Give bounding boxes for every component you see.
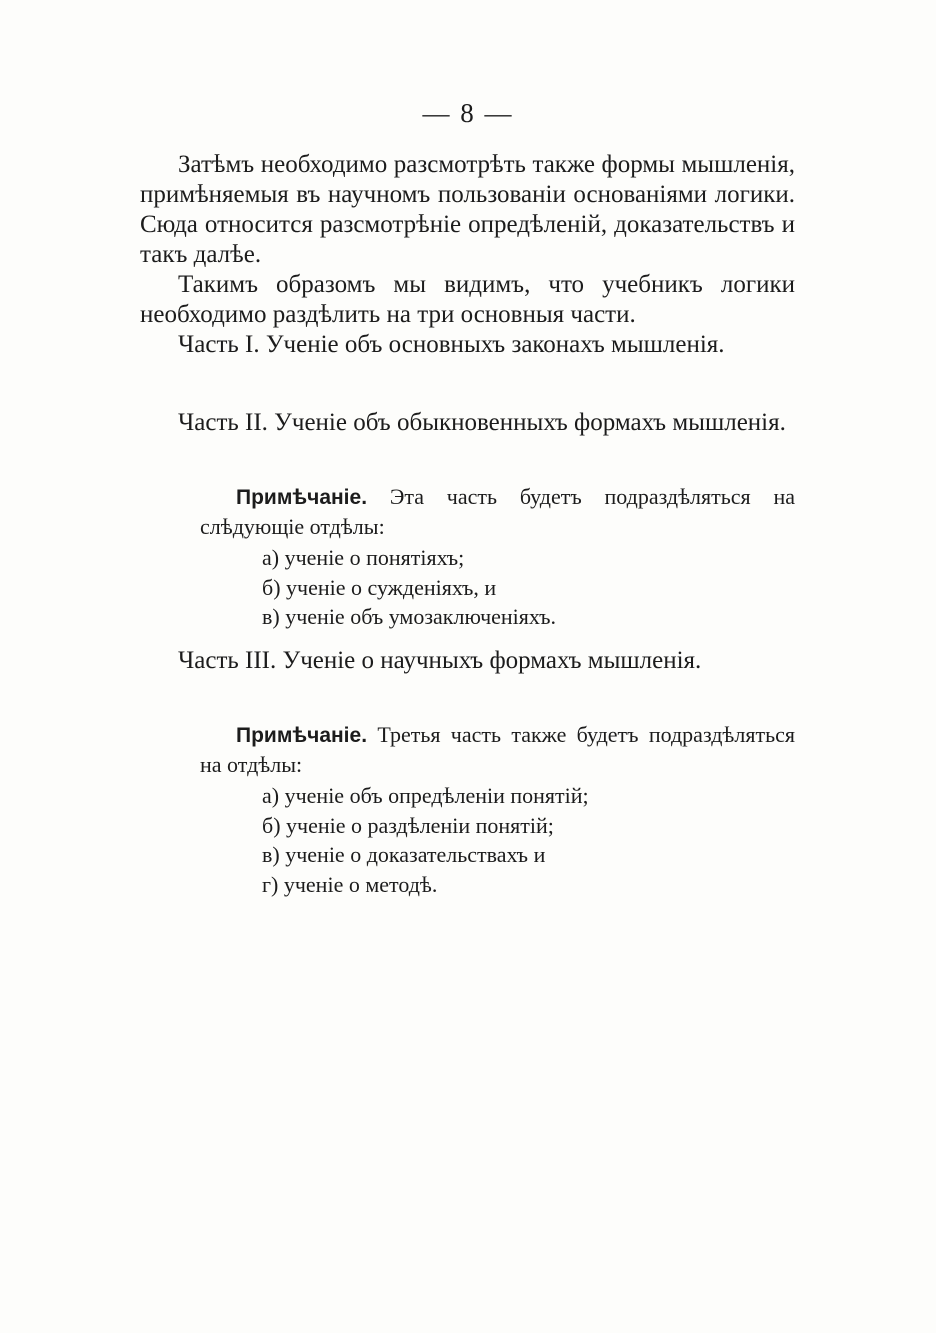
list-item: г) ученіе о методѣ.: [262, 871, 438, 897]
note-part-three-list: [200, 781, 795, 899]
note-body: Третья часть также будетъ подраздѣляться на отдѣлы:: [200, 722, 796, 777]
note-part-two: [200, 482, 795, 632]
note-part-two-list: [200, 543, 795, 632]
note-label: Примѣчаніе.: [236, 486, 368, 509]
note-label: Примѣчаніе.: [236, 724, 368, 747]
list-item: в) ученіе о доказательствахъ и: [262, 842, 546, 867]
list-item: б) ученіе о раздѣленіи понятій;: [262, 812, 554, 838]
intro-text: [140, 150, 795, 360]
list-item: в) ученіе объ умозаключеніяхъ.: [262, 604, 556, 629]
note-part-three-text: [200, 720, 795, 779]
note-body: Эта часть будетъ подраздѣляться на слѣдующіе отдѣлы:: [200, 484, 796, 539]
note-part-three: [200, 720, 795, 899]
paragraph-three-parts: Такимъ образомъ мы видимъ, что учебникъ логики необходимо раздѣлить на три основныя части.: [140, 271, 795, 328]
part-three: Часть III. Ученіе о научныхъ формахъ мышленія.: [178, 647, 702, 674]
part-two: Часть II. Ученіе объ обыкновенныхъ формахъ мышленія.: [178, 409, 786, 436]
paragraph-forms-of-thought: Затѣмъ необходимо разсмотрѣть также формы мышленія, примѣняемыя въ научномъ пользованіи основаніями логики. Сюда относится разсмотрѣніе опредѣленій, доказательствъ и такъ далѣе.: [140, 151, 795, 268]
list-item: а) ученіе о понятіяхъ;: [262, 545, 465, 570]
part-one: Часть I. Ученіе объ основныхъ законахъ мышленія.: [178, 331, 725, 358]
note-part-two-text: [200, 482, 795, 541]
list-item: а) ученіе объ опредѣленіи понятій;: [262, 783, 589, 808]
list-item: б) ученіе о сужденіяхъ, и: [262, 574, 497, 600]
page-number: — 8 —: [422, 98, 514, 128]
part-two-block: [140, 408, 795, 438]
part-three-block: [140, 646, 795, 676]
